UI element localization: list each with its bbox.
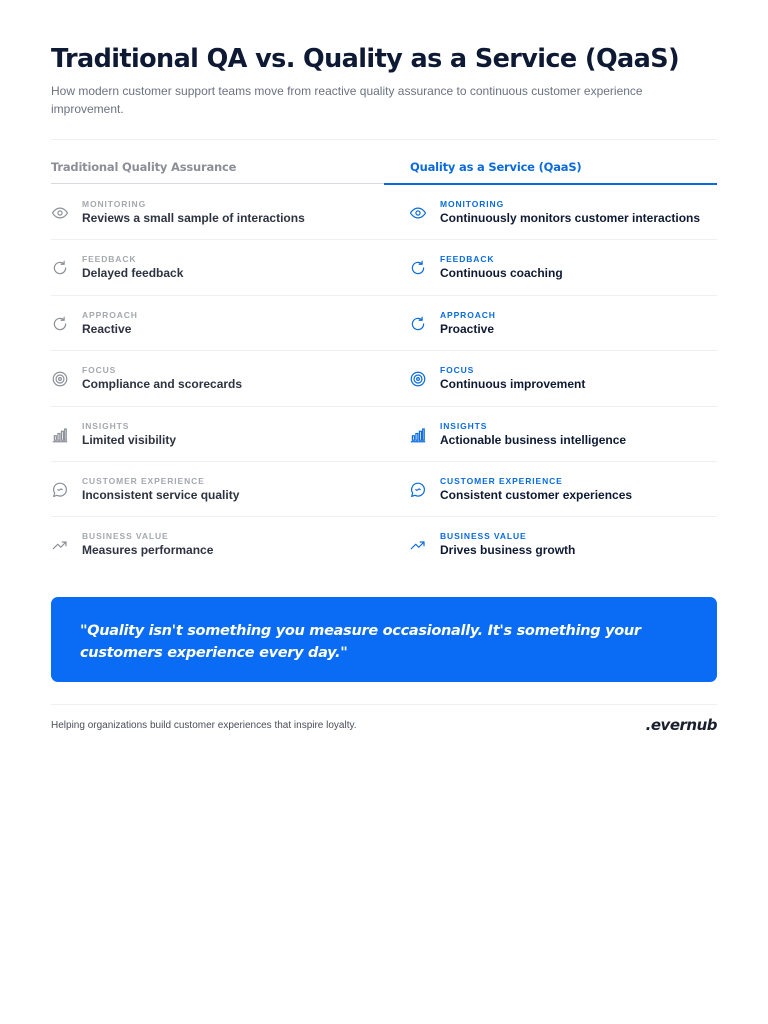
traditional-cell (51, 517, 384, 572)
bar-chart-icon (409, 426, 427, 444)
row-label: INSIGHTS (82, 420, 130, 431)
row-value: Reactive (82, 321, 132, 336)
quote-text: "Quality isn't something you measure occasionally. It's something your customers experience every day." (80, 623, 641, 661)
row-label: APPROACH (440, 309, 496, 320)
row-value: Compliance and scorecards (82, 377, 243, 392)
brand-logo: .evernub (645, 716, 717, 734)
row-label: INSIGHTS (440, 420, 488, 431)
eye-icon (409, 204, 427, 222)
table-row (51, 462, 717, 517)
table-row (51, 407, 717, 462)
row-value: Continuously monitors customer interactions (440, 211, 701, 225)
target-icon (51, 370, 69, 388)
footer-tagline: Helping organizations build customer experiences that inspire loyalty. (51, 720, 357, 731)
trending-up-icon (51, 536, 69, 554)
traditional-cell (51, 407, 384, 461)
row-value: Measures performance (82, 543, 214, 558)
qaas-cell (409, 185, 729, 239)
traditional-cell (51, 185, 384, 239)
qaas-cell (409, 296, 729, 350)
page-title: Traditional QA vs. Quality as a Service (QaaS) (51, 44, 680, 74)
row-value: Continuous coaching (440, 266, 563, 281)
refresh-icon (409, 315, 427, 333)
divider (51, 139, 717, 140)
column-underline-traditional (51, 183, 384, 184)
column-header-traditional: Traditional Quality Assurance (51, 160, 237, 174)
table-row (51, 351, 717, 406)
row-value: Consistent customer experiences (440, 487, 633, 502)
row-label: FOCUS (82, 365, 117, 376)
trending-up-icon (409, 536, 427, 554)
refresh-icon (51, 259, 69, 277)
table-row (51, 185, 717, 240)
row-label: CUSTOMER EXPERIENCE (440, 475, 563, 486)
row-label: FOCUS (440, 365, 475, 376)
row-value: Actionable business intelligence (440, 432, 627, 447)
table-row (51, 296, 717, 351)
traditional-cell (51, 351, 384, 405)
qaas-cell (409, 351, 729, 405)
row-label: CUSTOMER EXPERIENCE (82, 475, 205, 486)
row-label: FEEDBACK (440, 254, 495, 265)
table-row (51, 240, 717, 295)
qaas-cell (409, 517, 729, 572)
comparison-table (51, 185, 717, 573)
divider (51, 704, 717, 705)
target-icon (409, 370, 427, 388)
row-label: BUSINESS VALUE (82, 531, 169, 542)
row-value: Reviews a small sample of interactions (82, 211, 305, 225)
eye-icon (51, 204, 69, 222)
row-value: Limited visibility (82, 432, 177, 447)
table-row (51, 517, 717, 572)
row-value: Proactive (440, 321, 495, 336)
row-label: FEEDBACK (82, 254, 137, 265)
chat-bubble-icon (51, 481, 69, 499)
row-label: MONITORING (82, 199, 147, 209)
qaas-cell (409, 240, 729, 294)
qaas-cell (409, 462, 729, 516)
row-label: APPROACH (82, 309, 138, 320)
row-value: Continuous improvement (440, 377, 586, 392)
page-subtitle: How modern customer support teams move from reactive quality assurance to continuous customer experience improvement. (51, 84, 643, 116)
qaas-cell (409, 407, 729, 461)
quote-banner (51, 597, 717, 682)
traditional-cell (51, 296, 384, 350)
traditional-cell (51, 240, 384, 294)
row-value: Inconsistent service quality (82, 487, 240, 502)
refresh-icon (409, 259, 427, 277)
bar-chart-icon (51, 426, 69, 444)
row-value: Delayed feedback (82, 266, 184, 281)
row-label: MONITORING (440, 199, 505, 209)
column-header-qaas: Quality as a Service (QaaS) (410, 160, 582, 174)
row-label: BUSINESS VALUE (440, 531, 527, 542)
traditional-cell (51, 462, 384, 516)
chat-bubble-icon (409, 481, 427, 499)
row-value: Drives business growth (440, 543, 576, 558)
refresh-icon (51, 315, 69, 333)
